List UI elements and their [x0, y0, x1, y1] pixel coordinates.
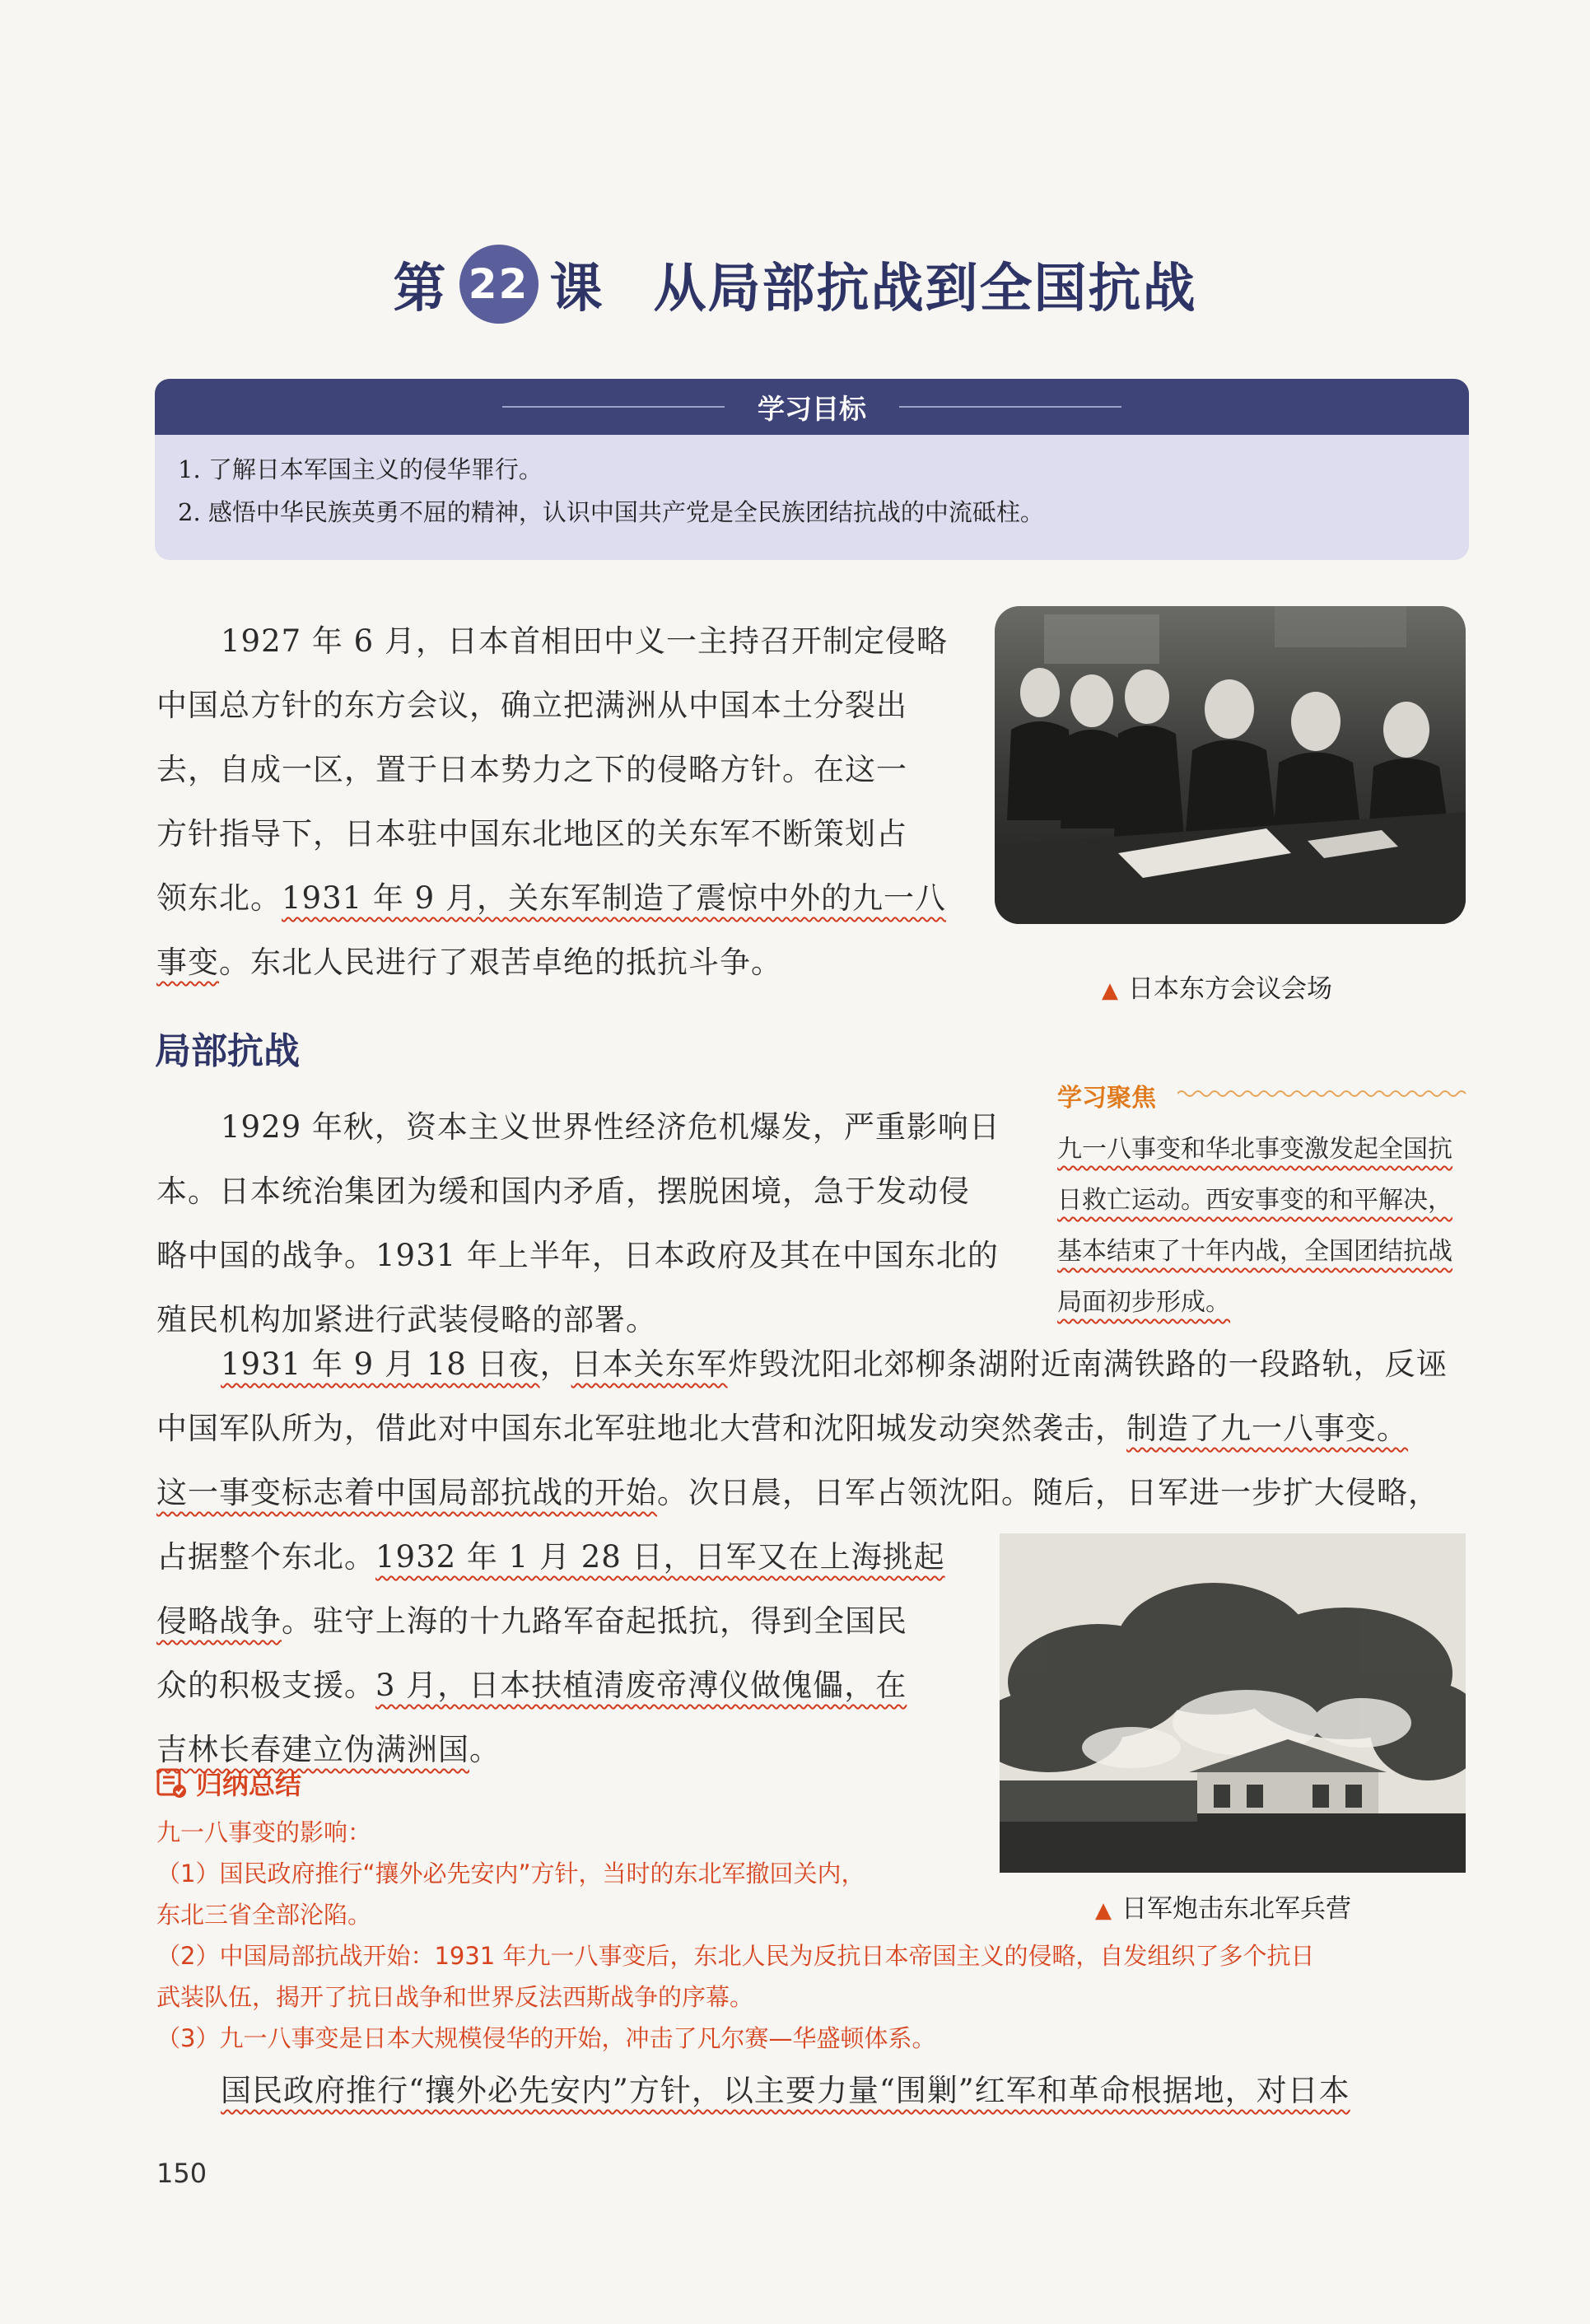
summary-line: （2）中国局部抗战开始：1931 年九一八事变后，东北人民为反抗日本帝国主义的侵略，自发组织了多个抗日	[156, 1942, 1315, 1970]
text-line: 1929 年秋，资本主义世界性经济危机爆发，严重影响日	[221, 1109, 1000, 1145]
summary-line: 九一八事变的影响：	[156, 1818, 372, 1846]
text-line	[156, 1654, 972, 1718]
text-line	[156, 1397, 1474, 1461]
text-line	[156, 1589, 972, 1654]
highlight-span: 吉林长春建立伪满洲国	[156, 1732, 469, 1767]
divider	[899, 406, 1121, 408]
text-line: 去，自成一区，置于日本势力之下的侵略方针。在这一	[156, 752, 907, 787]
summary-heading	[155, 1764, 301, 1802]
text-span: 。	[469, 1732, 501, 1767]
caption-text: 日本东方会议会场	[1128, 974, 1332, 1004]
objectives-heading: 学习目标	[758, 392, 866, 425]
lesson-prefix: 第	[393, 259, 448, 320]
triangle-icon: ▲	[1102, 978, 1118, 1003]
summary-line: （3）九一八事变是日本大规模侵华的开始，冲击了凡尔赛—华盛顿体系。	[156, 2024, 936, 2052]
highlight-span: 1931 年 9 月 18 日夜	[221, 1346, 540, 1382]
summary-line: （1）国民政府推行“攘外必先安内”方针，当时的东北军撤回关内，	[156, 1860, 865, 1888]
meeting-photo-image	[995, 606, 1466, 924]
lesson-suffix: 课	[549, 259, 604, 320]
summary-line: 东北三省全部沦陷。	[156, 1901, 372, 1929]
highlight-span: 日本关东军	[571, 1346, 728, 1382]
text-line: 略中国的战争。1931 年上半年，日本政府及其在中国东北的	[156, 1238, 999, 1273]
highlight-span: 制造了九一八事变。	[1126, 1411, 1408, 1446]
text-line	[156, 1332, 1474, 1397]
text-line: 中国总方针的东方会议，确立把满洲从中国本土分裂出	[156, 688, 907, 723]
text-span: ，	[539, 1346, 571, 1382]
text-span: 。次日晨，日军占领沈阳。随后，日军进一步扩大侵略，	[657, 1475, 1439, 1510]
text-line	[156, 866, 963, 931]
page-number: 150	[156, 2158, 207, 2189]
summary-heading-text: 归纳总结	[196, 1769, 302, 1800]
highlight-span: 1932 年 1 月 28 日，日军又在上海挑起	[375, 1539, 945, 1575]
notes-icon	[155, 1766, 188, 1799]
highlight-span: 1931 年 9 月，关东军制造了震惊中外的九一八	[282, 880, 946, 916]
lesson-name: 从局部抗战到全国抗战	[653, 259, 1197, 320]
text-line: 1927 年 6 月，日本首相田中义一主持召开制定侵略	[221, 623, 948, 659]
highlight-span: 3 月，日本扶植清废帝溥仪做傀儡，在	[375, 1668, 907, 1703]
highlight-span: 事变	[156, 945, 219, 980]
paragraph-shanghai	[156, 1525, 972, 1782]
divider	[502, 406, 725, 408]
text-line	[156, 931, 963, 995]
text-line	[156, 1525, 972, 1589]
learning-objectives-box	[155, 379, 1469, 560]
summary-line: 武装队伍，揭开了抗日战争和世界反法西斯战争的序幕。	[156, 1983, 754, 2011]
text-line: 本。日本统治集团为缓和国内矛盾，摆脱困境，急于发动侵	[156, 1174, 970, 1209]
text-span: 。驻守上海的十九路军奋起抵抗，得到全国民	[282, 1603, 907, 1639]
study-focus-text	[1057, 1124, 1469, 1328]
highlight-span: 这一事变标志着中国局部抗战的开始	[156, 1475, 657, 1510]
text-span: 众的积极支援。	[156, 1668, 375, 1703]
decorative-dots	[1177, 1089, 1470, 1099]
photo1-caption	[1102, 968, 1332, 1005]
highlight-span: 国民政府推行“攘外必先安内”方针，以主要力量“围剿”红军和革命根据地，对日本	[221, 2073, 1350, 2108]
paragraph-last	[156, 2059, 1474, 2123]
text-line: 殖民机构加紧进行武装侵略的部署。	[156, 1302, 657, 1337]
objectives-header	[155, 379, 1469, 435]
photo-eastern-conference	[995, 606, 1466, 924]
text-span: 占据整个东北。	[156, 1539, 375, 1575]
intro-paragraph	[156, 609, 963, 995]
objective-item: 2. 感悟中华民族英勇不屈的精神，认识中国共产党是全民族团结抗战的中流砥柱。	[178, 498, 1044, 526]
paragraph-sept18	[156, 1332, 1474, 1525]
objectives-list	[155, 435, 1469, 547]
paragraph-economic-crisis	[156, 1095, 1046, 1352]
focus-body: 九一八事变和华北事变激发起全国抗日救亡运动。西安事变的和平解决，基本结束了十年内战，全国团结抗战局面初步形成。	[1057, 1135, 1452, 1317]
text-span: 。东北人民进行了艰苦卓绝的抵抗斗争。	[219, 945, 782, 980]
text-span: 炸毁沈阳北郊柳条湖附近南满铁路的一段路轨，反诬	[727, 1346, 1448, 1382]
highlight-span: 侵略战争	[156, 1603, 282, 1639]
caption-text: 日军炮击东北军兵营	[1121, 1894, 1351, 1924]
text-span: 领东北。	[156, 880, 282, 916]
section-heading: 局部抗战	[155, 1030, 300, 1072]
triangle-icon: ▲	[1095, 1898, 1112, 1923]
summary-body	[156, 1812, 1474, 2059]
study-focus-title: 学习聚焦	[1057, 1084, 1156, 1113]
lesson-title	[0, 235, 1590, 334]
text-span: 中国军队所为，借此对中国东北军驻地北大营和沈阳城发动突然袭击，	[156, 1411, 1126, 1446]
text-line	[156, 1461, 1474, 1525]
lesson-number-badge: 22	[459, 245, 539, 324]
objective-item: 1. 了解日本军国主义的侵华罪行。	[178, 455, 543, 483]
text-line: 方针指导下，日本驻中国东北地区的关东军不断策划占	[156, 816, 907, 852]
